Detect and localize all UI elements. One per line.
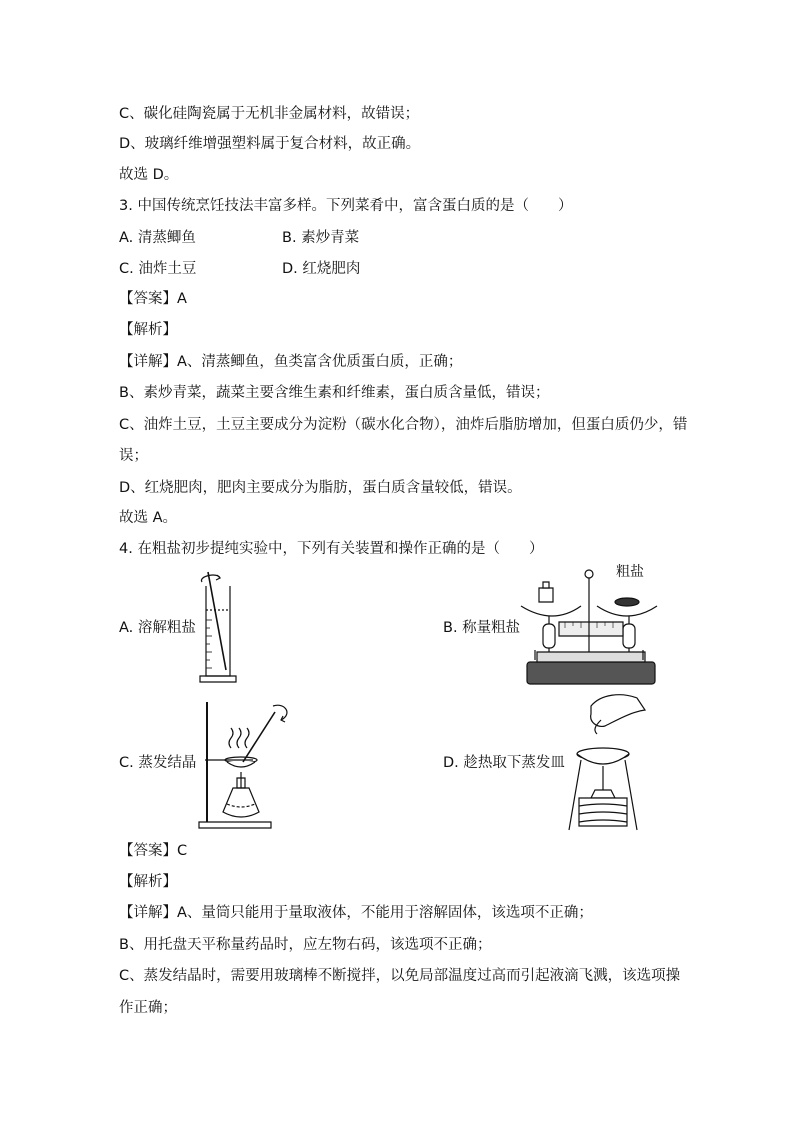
q4-option-d: D. 趁热取下蒸发皿: [443, 755, 565, 771]
q3-option-b: B. 素炒青菜: [282, 230, 360, 246]
text-line: C、碳化硅陶瓷属于无机非金属材料，故错误；: [119, 106, 420, 122]
q3-detail-line: D、红烧肥肉，肥肉主要成分为脂肪，蛋白质含量较低，错误。: [119, 480, 522, 496]
q4-option-c: C. 蒸发结晶: [119, 755, 197, 771]
evaporation-setup-figure: [197, 700, 297, 830]
hand-removing-dish-figure: [561, 690, 651, 830]
q3-detail-line: C、油炸土豆，土豆主要成分为淀粉（碳水化合物），油炸后脂肪增加，但蛋白质仍少，错: [119, 417, 688, 433]
q4-analysis-heading: 【解析】: [119, 874, 177, 890]
q4-option-a: A. 溶解粗盐: [119, 620, 196, 636]
crude-salt-label: 粗盐: [616, 564, 644, 580]
question-3-stem: 3. 中国传统烹饪技法丰富多样。下列菜肴中，富含蛋白质的是（ ）: [119, 198, 573, 214]
q4-detail-line: C、蒸发结晶时，需要用玻璃棒不断搅拌，以免局部温度过高而引起液滴飞溅，该选项操: [119, 968, 681, 984]
text-line: D、玻璃纤维增强塑料属于复合材料，故正确。: [119, 136, 421, 152]
q3-detail-line: B、素炒青菜，蔬菜主要含维生素和纤维素，蛋白质含量低，错误；: [119, 385, 550, 401]
q4-detail-line: 作正确；: [119, 1000, 177, 1016]
question-4-stem: 4. 在粗盐初步提纯实验中，下列有关装置和操作正确的是（ ）: [119, 541, 544, 557]
q4-detail-line: B、用托盘天平称量药品时，应左物右码，该选项不正确；: [119, 937, 492, 953]
q3-detail-line: 故选 A。: [119, 510, 178, 526]
q3-analysis-heading: 【解析】: [119, 322, 177, 338]
q3-option-a: A. 清蒸鲫鱼: [119, 230, 196, 246]
q4-answer: 【答案】C: [119, 843, 188, 859]
q3-option-d: D. 红烧肥肉: [282, 261, 361, 277]
q3-detail-line: 【详解】A、清蒸鲫鱼，鱼类富含优质蛋白质，正确；: [119, 354, 463, 370]
q3-detail-line: 误；: [119, 448, 148, 464]
q3-option-c: C. 油炸土豆: [119, 261, 197, 277]
text-line: 故选 D。: [119, 167, 179, 183]
q4-option-b: B. 称量粗盐: [443, 620, 521, 636]
graduated-cylinder-figure: [196, 570, 242, 686]
q4-detail-line: 【详解】A、量筒只能用于量取液体，不能用于溶解固体，该选项不正确；: [119, 905, 593, 921]
q3-answer: 【答案】A: [119, 291, 187, 307]
